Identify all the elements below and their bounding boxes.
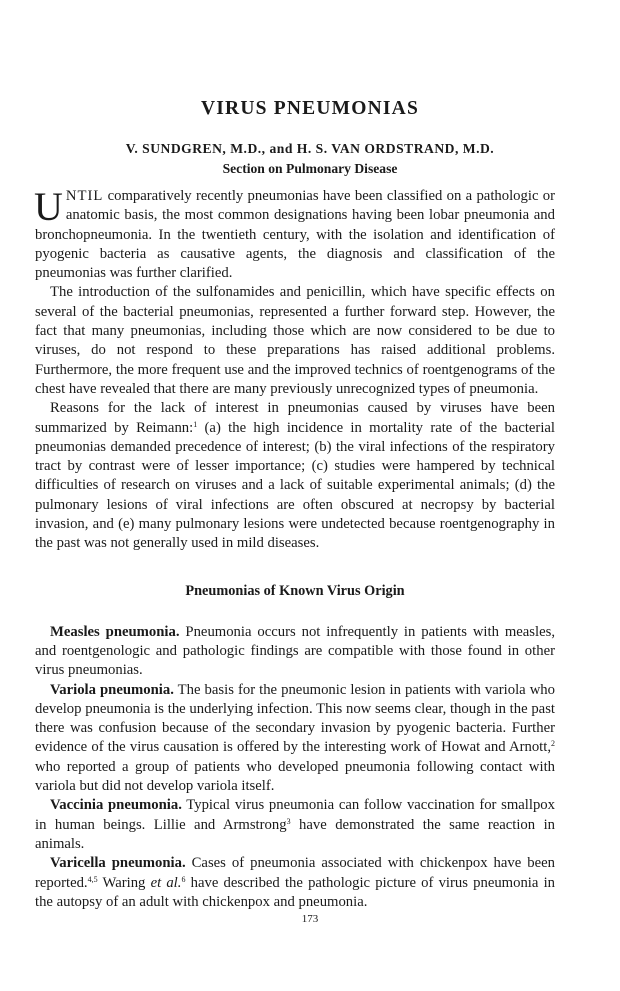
measles-run-in-title: Measles pneumonia.: [50, 623, 180, 640]
vaccinia-paragraph: [35, 796, 555, 854]
variola-text-b: who reported a group of patients who developed pneumonia following contact with variola but did not develop variola itself.: [35, 758, 555, 795]
vaccinia-text-a: Typical virus pneumonia can follow vaccination for smallpox in human beings. Lillie and Armstrong: [35, 797, 555, 833]
section-heading: Pneumonias of Known Virus Origin: [185, 582, 405, 599]
measles-text: Pneumonia occurs not infrequently in patients with measles, and roentgenologic and pathologic findings are compatible with those found in other virus pneumonias.: [35, 623, 555, 679]
vaccinia-run-in-title: Vaccinia pneumonia.: [50, 797, 182, 814]
et-al-italic: et al.: [150, 874, 182, 891]
varicella-text-c: have described the pathologic picture of virus pneumonia in the autopsy of an adult with chickenpox and pneumonia.: [35, 874, 555, 910]
paper-title: VIRUS PNEUMONIAS: [200, 98, 419, 119]
small-caps-lead: NTIL: [65, 188, 104, 204]
intro-paragraph-3-text-a: Reasons for the lack of interest in pneumonias caused by viruses have been summarized by Reimann:: [35, 400, 555, 436]
varicella-run-in-title: Varicella pneumonia.: [50, 855, 186, 872]
variola-text-a: The basis for the pneumonic lesion in patients with variola who develop pneumonia is the underlying infection. This now seems clear, though in the past there was confusion because of the secondary invasion by pyogenic bacteria. Further evidence of the virus causation is offered by the interesting work of Howat and Arnott,: [35, 681, 555, 756]
drop-cap: U: [34, 184, 63, 229]
intro-paragraph-1: [34, 184, 555, 283]
reference-superscript: 6: [181, 874, 186, 884]
reference-superscript: 2: [551, 739, 555, 749]
affiliation-line: Section on Pulmonary Disease: [222, 161, 398, 176]
varicella-text-a: Cases of pneumonia associated with chickenpox have been reported.: [35, 855, 555, 891]
reference-superscript: 3: [286, 816, 291, 826]
varicella-text-b: Waring: [97, 874, 151, 891]
reference-superscript: 4,5: [87, 874, 98, 884]
varicella-paragraph: [35, 854, 555, 912]
vaccinia-text-b: have demonstrated the same reaction in animals.: [35, 816, 555, 852]
variola-run-in-title: Variola pneumonia.: [50, 681, 174, 698]
measles-paragraph: [35, 623, 555, 681]
article-body: [34, 184, 556, 912]
author-line: V. SUNDGREN, M.D., and H. S. VAN ORDSTRAND, M.D.: [125, 141, 495, 156]
intro-paragraph-1-text: comparatively recently pneumonias have been classified on a pathologic or anatomic basis, the most common designations having been lobar pneumonia and bronchopneumonia. In the twentieth century, with the isolation and identification of pyogenic bacteria as causative agents, the diagnosis and classification of the pneumonias was further clarified.: [35, 188, 555, 282]
reference-superscript: 1: [193, 419, 198, 429]
intro-paragraph-2: The introduction of the sulfonamides and penicillin, which have specific effects on several of the bacterial pneumonias, represented a further forward step. However, the fact that many pneumonias, including those which are now considered to be due to viruses, do not respond to these preparations has raised additional problems. Furthermore, the more frequent use and the improved technics of roentgenograms of the chest have revealed that there are many previously unrecognized types of pneumonia.: [35, 284, 555, 397]
variola-paragraph: [35, 681, 555, 797]
page-number: 173: [301, 913, 319, 925]
intro-paragraph-3-text-b: (a) the high incidence in mortality rate of the bacterial pneumonias demanded precedence of interest; (b) the viral infections of the respiratory tract by contrast were of lesser importance; (c) studies were hampered by technical difficulties of research on viruses and a lack of suitable experimental animals; (d) the pulmonary lesions of viral infections are often obscured at necropsy by bacterial invasion, and (e) many pulmonary lesions were undetected because roentgenography in the past was not generally used in mild diseases.: [35, 419, 556, 552]
intro-paragraph-3: [35, 399, 555, 553]
